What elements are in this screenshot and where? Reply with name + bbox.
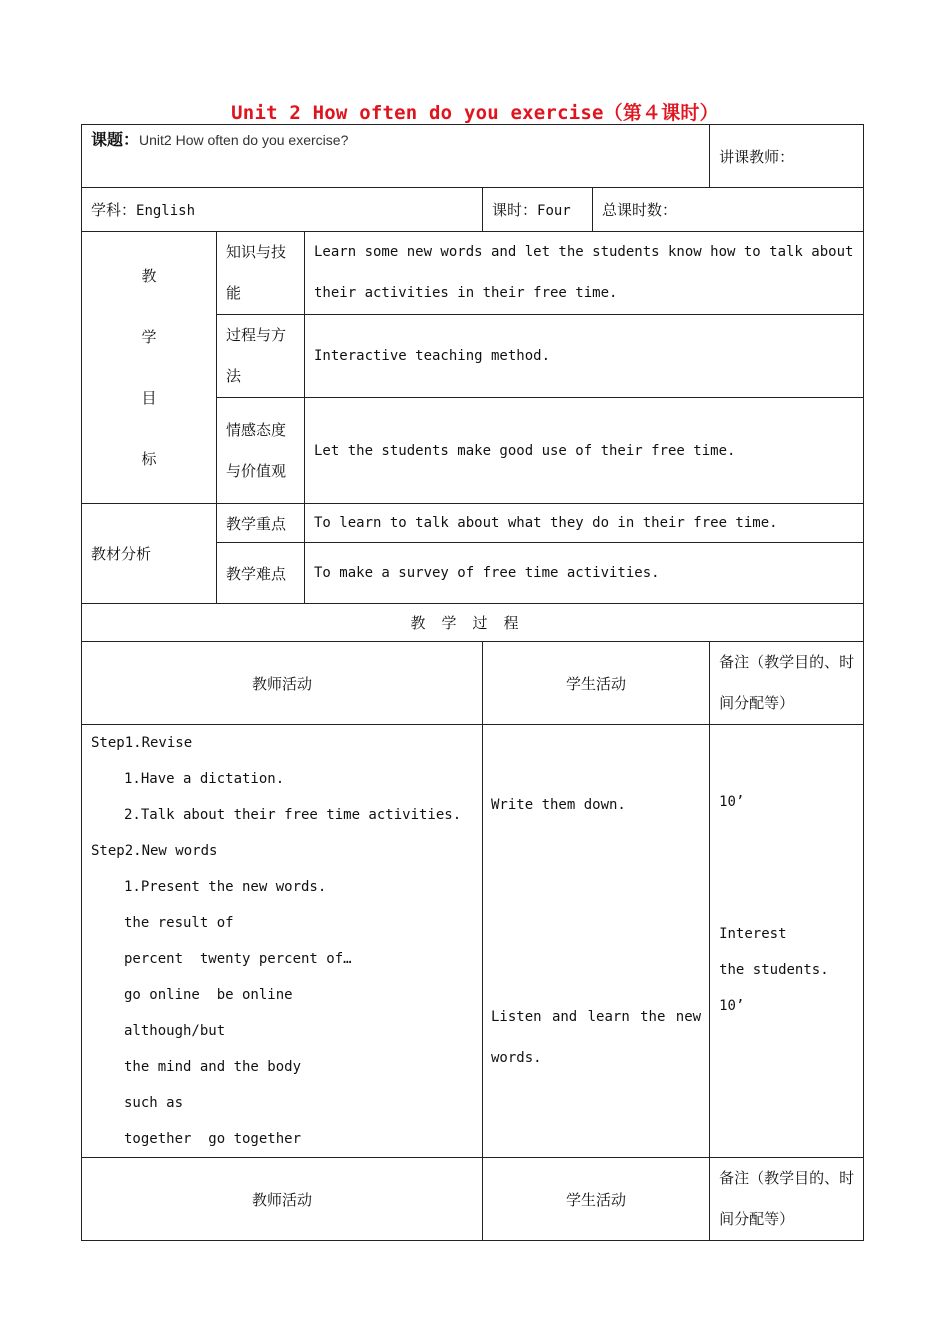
page-title: Unit 2 How often do you exercise（第４课时） xyxy=(231,102,719,124)
objective-text-process: Interactive teaching method. xyxy=(305,315,864,398)
analysis-key-text: To learn to talk about what they do in their free time. xyxy=(305,504,864,543)
objectives-char-4: 标 xyxy=(141,449,157,468)
notes-cell xyxy=(710,725,864,1158)
col-teacher-header: 教师活动 xyxy=(82,642,483,725)
period-cell xyxy=(483,188,593,232)
objectives-char-3: 目 xyxy=(141,388,157,407)
objective-label-knowledge: 知识与技能 xyxy=(217,232,305,315)
objectives-char-1: 教 xyxy=(141,266,157,285)
word-line-2: percent twenty percent of… xyxy=(124,951,352,967)
word-line-7: together go together xyxy=(124,1131,302,1147)
step1-heading: Step1.Revise xyxy=(91,735,193,751)
word-line-5: the mind and the body xyxy=(124,1059,302,1075)
teacher-label: 讲课教师： xyxy=(719,147,795,166)
note-time-2: 10’ xyxy=(719,998,745,1014)
note-time-1: 10’ xyxy=(719,794,745,810)
col-teacher-header-repeat: 教师活动 xyxy=(82,1158,483,1241)
subject-value: English xyxy=(136,203,196,219)
period-value: Four xyxy=(537,203,571,219)
note-purpose-1: Interest xyxy=(719,926,787,942)
subject-label: 学科： xyxy=(91,201,137,219)
topic-label: 课题： xyxy=(91,130,140,149)
total-label: 总课时数： xyxy=(602,201,678,219)
header-row-topic xyxy=(82,125,864,188)
note-purpose-2: the students. xyxy=(719,962,829,978)
teacher-cell xyxy=(710,125,864,188)
teacher-activity-cell xyxy=(82,725,483,1158)
step1-item-1: 1.Have a dictation. xyxy=(124,771,285,787)
student-activity-1: Write them down. xyxy=(491,797,626,813)
objective-label-process: 过程与方法 xyxy=(217,315,305,398)
word-line-4: although/but xyxy=(124,1023,226,1039)
process-heading-row xyxy=(82,604,864,642)
word-line-6: such as xyxy=(124,1095,184,1111)
student-activity-2: Listen and learn the new words. xyxy=(491,1009,702,1066)
objective-text-attitude: Let the students make good use of their free time. xyxy=(305,398,864,504)
col-notes-header-repeat: 备注（教学目的、时间分配等） xyxy=(710,1158,864,1241)
col-student-header: 学生活动 xyxy=(483,642,710,725)
objectives-label-cell xyxy=(82,232,217,504)
objectives-char-2: 学 xyxy=(141,327,157,346)
process-columns-row xyxy=(82,642,864,725)
total-cell xyxy=(593,188,864,232)
topic-cell xyxy=(82,125,710,188)
col-student-header-repeat: 学生活动 xyxy=(483,1158,710,1241)
process-columns-row-repeat xyxy=(82,1158,864,1241)
lesson-plan-table xyxy=(81,124,863,1241)
topic-value: Unit2 How often do you exercise? xyxy=(139,132,349,148)
word-line-1: the result of xyxy=(124,915,234,931)
step2-item-1: 1.Present the new words. xyxy=(124,879,327,895)
col-notes-header: 备注（教学目的、时间分配等） xyxy=(710,642,864,725)
process-heading: 教学过程 xyxy=(82,604,864,642)
word-line-3: go online be online xyxy=(124,987,293,1003)
analysis-difficulty-text: To make a survey of free time activities. xyxy=(305,543,864,604)
objective-label-attitude: 情感态度与价值观 xyxy=(217,398,305,504)
step1-item-2: 2.Talk about their free time activities. xyxy=(124,807,462,823)
header-row-subject xyxy=(82,188,864,232)
analysis-key-label: 教学重点 xyxy=(217,504,305,543)
student-activity-cell xyxy=(483,725,710,1158)
process-body-row xyxy=(82,725,864,1158)
analysis-label: 教材分析 xyxy=(82,504,217,604)
period-label: 课时： xyxy=(492,201,538,219)
analysis-row-key xyxy=(82,504,864,543)
objective-row-knowledge xyxy=(82,232,864,315)
objective-text-knowledge: Learn some new words and let the students know how to talk about their activities in their free time. xyxy=(305,232,864,315)
step2-heading: Step2.New words xyxy=(91,843,218,859)
subject-cell xyxy=(82,188,483,232)
analysis-difficulty-label: 教学难点 xyxy=(217,543,305,604)
